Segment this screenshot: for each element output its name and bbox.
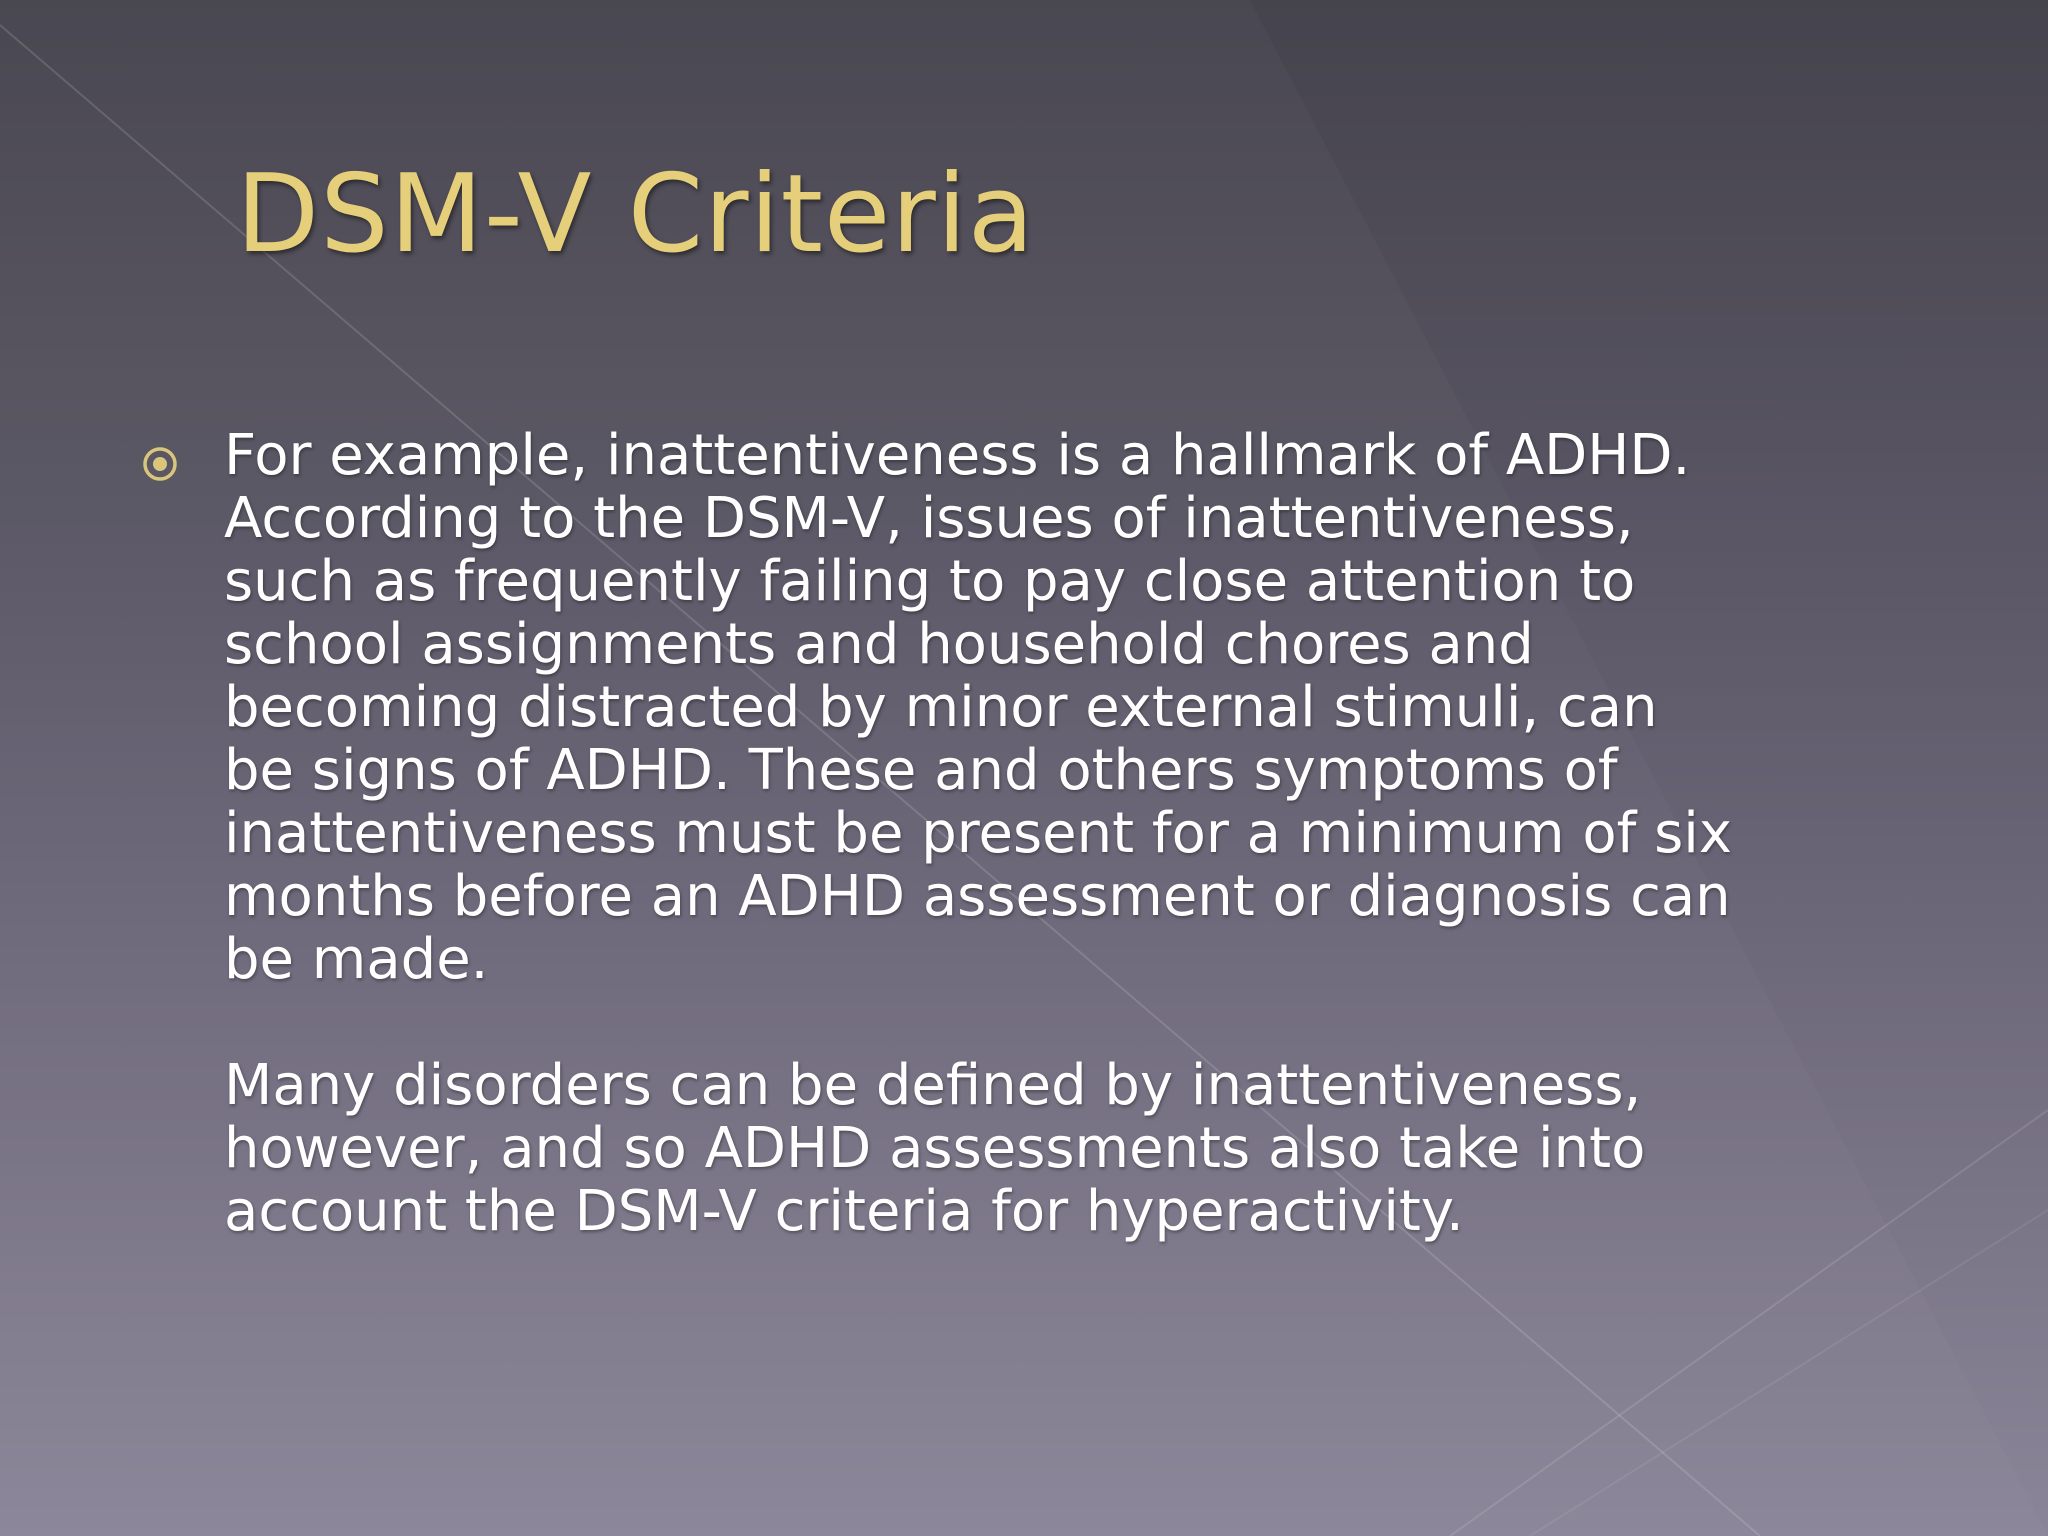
paragraph-spacer bbox=[224, 991, 1964, 1054]
paragraph-2-line: however, and so ADHD assessments also take into bbox=[224, 1116, 1646, 1181]
paragraph-1-line: becoming distracted by minor external stimuli, can bbox=[224, 675, 1658, 740]
paragraph-1-line: school assignments and household chores and bbox=[224, 612, 1534, 677]
paragraph-1-line: be made. bbox=[224, 927, 489, 992]
bullet-body-text bbox=[224, 424, 1964, 1243]
paragraph-2-line: Many disorders can be defined by inattentiveness, bbox=[224, 1053, 1642, 1118]
paragraph-1-line: For example, inattentiveness is a hallmark of ADHD. bbox=[224, 423, 1691, 488]
slide-title: DSM-V Criteria bbox=[236, 152, 1035, 277]
circled-dot-bullet-icon bbox=[141, 445, 179, 483]
paragraph-1-line: such as frequently failing to pay close attention to bbox=[224, 549, 1636, 614]
paragraph-1-line: According to the DSM-V, issues of inattentiveness, bbox=[224, 486, 1634, 551]
paragraph-1-line: be signs of ADHD. These and others symptoms of bbox=[224, 738, 1618, 803]
paragraph-1-line: months before an ADHD assessment or diagnosis can bbox=[224, 864, 1731, 929]
paragraph-2-line: account the DSM-V criteria for hyperactivity. bbox=[224, 1179, 1464, 1244]
paragraph-1-line: inattentiveness must be present for a minimum of six bbox=[224, 801, 1733, 866]
